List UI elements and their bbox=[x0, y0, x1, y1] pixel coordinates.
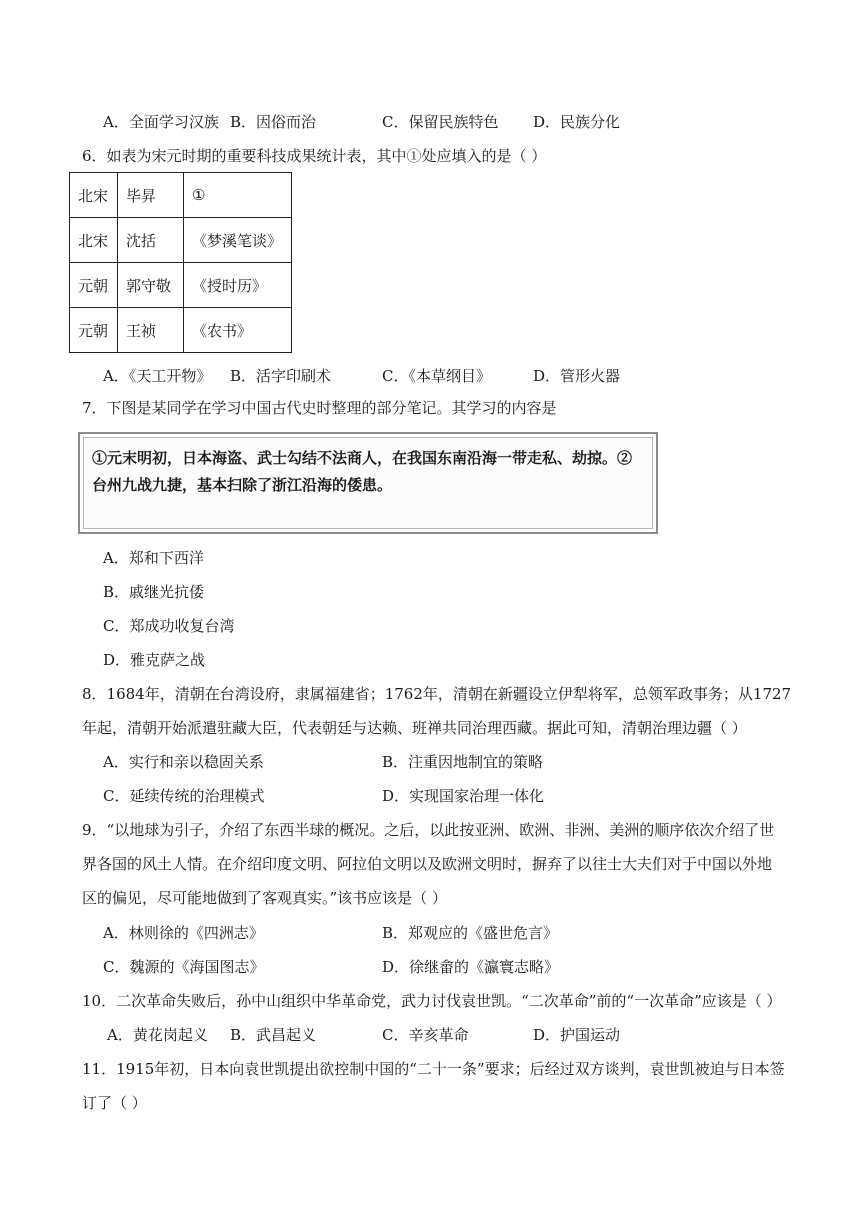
q5-options bbox=[103, 111, 803, 133]
q7-option-a: A．郑和下西洋 bbox=[103, 549, 204, 567]
q8-option-d: D．实现国家治理一体化 bbox=[382, 787, 545, 805]
q5-option-c: C．保留民族特色 bbox=[382, 113, 499, 131]
table-cell: 毕昇 bbox=[118, 173, 184, 218]
q7-option-c: C．郑成功收复台湾 bbox=[103, 617, 235, 635]
q9-option-b: B．郑观应的《盛世危言》 bbox=[382, 924, 559, 942]
q11-stem-line-1: 11．1915年初，日本向袁世凯提出欲控制中国的“二十一条”要求；后经过双方谈判，袁世凯被迫与日本签 bbox=[82, 1060, 785, 1078]
q6-option-d: D．管形火器 bbox=[533, 367, 621, 385]
q10-option-c: C．辛亥革命 bbox=[382, 1026, 469, 1044]
q9-option-a: A．林则徐的《四洲志》 bbox=[103, 924, 264, 942]
q5-option-a: A．全面学习汉族 bbox=[103, 113, 219, 131]
q10-option-a: A．黄花岗起义 bbox=[107, 1026, 208, 1044]
table-cell: 《授时历》 bbox=[184, 263, 292, 308]
q9-option-d: D．徐继畲的《瀛寰志略》 bbox=[382, 958, 560, 976]
q6-option-c: C．《本草纲目》 bbox=[382, 367, 491, 385]
q5-option-b: B．因俗而治 bbox=[230, 113, 317, 131]
q7-option-b: B．戚继光抗倭 bbox=[103, 583, 205, 601]
table-row bbox=[70, 173, 292, 218]
q8-options-row-1 bbox=[103, 751, 803, 773]
table-row bbox=[70, 218, 292, 263]
table-cell: 元朝 bbox=[70, 263, 118, 308]
q11-stem-line-2: 订了（ ） bbox=[82, 1094, 147, 1112]
q10-option-b: B．武昌起义 bbox=[230, 1026, 317, 1044]
q8-option-a: A．实行和亲以稳固关系 bbox=[103, 753, 264, 771]
table-cell: 北宋 bbox=[70, 173, 118, 218]
table-cell: 《梦溪笔谈》 bbox=[184, 218, 292, 263]
q8-stem-line-2: 年起，清朝开始派遣驻藏大臣，代表朝廷与达赖、班禅共同治理西藏。据此可知，清朝治理边疆（ ） bbox=[82, 719, 747, 737]
q6-tech-table bbox=[69, 172, 292, 353]
q9-options-row-1 bbox=[103, 922, 803, 944]
q5-option-d: D．民族分化 bbox=[533, 113, 621, 131]
table-cell: ① bbox=[184, 173, 292, 218]
q10-stem: 10．二次革命失败后，孙中山组织中华革命党，武力讨伐袁世凯。“二次革命”前的“一次革命”应该是（ ） bbox=[82, 992, 782, 1010]
q6-option-b: B．活字印刷术 bbox=[230, 367, 332, 385]
table-cell: 郭守敬 bbox=[118, 263, 184, 308]
table-cell: 王祯 bbox=[118, 308, 184, 353]
q8-options-row-2 bbox=[103, 785, 803, 807]
q8-option-c: C．延续传统的治理模式 bbox=[103, 787, 265, 805]
table-row bbox=[70, 308, 292, 353]
q6-options bbox=[103, 365, 803, 387]
q8-stem-line-1: 8．1684年，清朝在台湾设府，隶属福建省；1762年，清朝在新疆设立伊犁将军，总领军政事务；从1727 bbox=[82, 685, 792, 703]
q7-note-line-2: 台州九战九捷，基本扫除了浙江沿海的倭患。 bbox=[92, 476, 393, 494]
q7-stem: 7．下图是某同学在学习中国古代史时整理的部分笔记。其学习的内容是 bbox=[82, 399, 557, 417]
table-cell: 元朝 bbox=[70, 308, 118, 353]
table-cell: 沈括 bbox=[118, 218, 184, 263]
table-cell: 北宋 bbox=[70, 218, 118, 263]
q7-note-content bbox=[83, 437, 653, 529]
q7-note-line-1: ①元末明初，日本海盗、武士勾结不法商人，在我国东南沿海一带走私、劫掠。② bbox=[92, 449, 633, 467]
table-cell: 《农书》 bbox=[184, 308, 292, 353]
q6-option-a: A．《天工开物》 bbox=[103, 367, 212, 385]
q9-option-c: C．魏源的《海国图志》 bbox=[103, 958, 265, 976]
q6-stem: 6．如表为宋元时期的重要科技成果统计表，其中①处应填入的是（ ） bbox=[82, 147, 547, 165]
table-row bbox=[70, 263, 292, 308]
q7-note-box bbox=[78, 432, 658, 534]
q8-option-b: B．注重因地制宜的策略 bbox=[382, 753, 544, 771]
q10-options bbox=[107, 1024, 807, 1046]
q7-option-d: D．雅克萨之战 bbox=[103, 651, 206, 669]
q9-stem-line-2: 界各国的风土人情。在介绍印度文明、阿拉伯文明以及欧洲文明时，摒弃了以往士大夫们对于中国以外地 bbox=[82, 855, 773, 873]
q10-option-d: D．护国运动 bbox=[533, 1026, 621, 1044]
q9-options-row-2 bbox=[103, 956, 803, 978]
q9-stem-line-1: 9．“以地球为引子，介绍了东西半球的概况。之后，以此按亚洲、欧洲、非洲、美洲的顺序依次介绍了世 bbox=[82, 821, 775, 839]
q9-stem-line-3: 区的偏见，尽可能地做到了客观真实。”该书应该是（ ） bbox=[82, 889, 447, 907]
